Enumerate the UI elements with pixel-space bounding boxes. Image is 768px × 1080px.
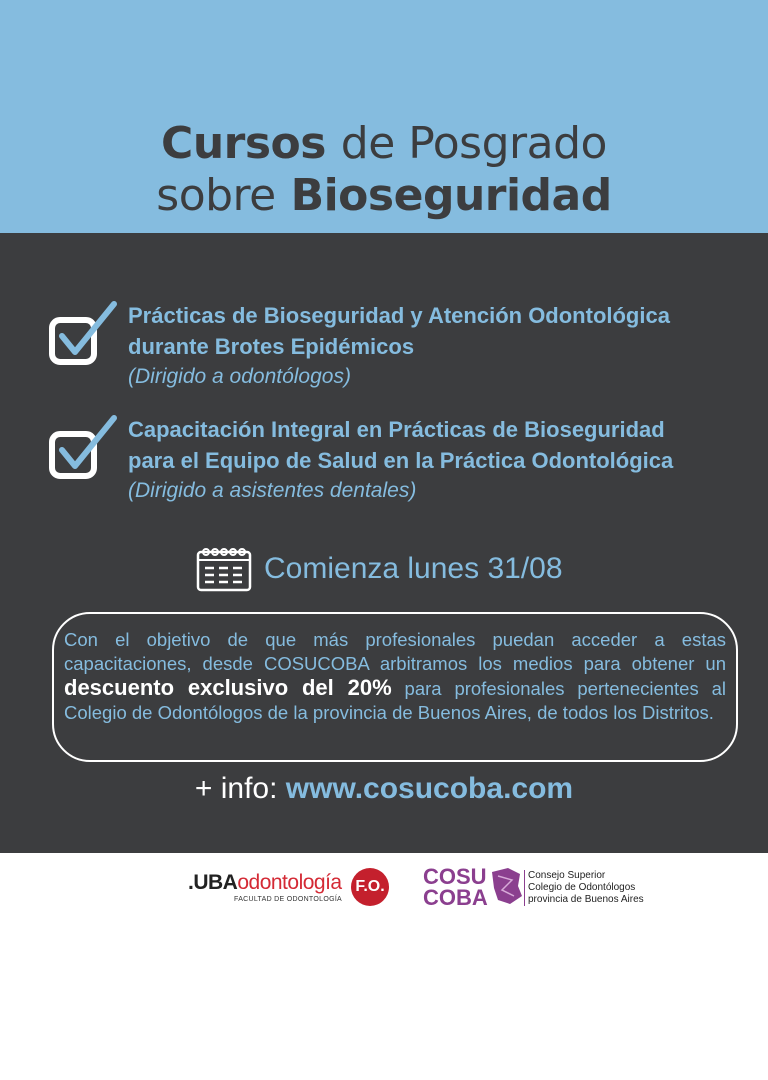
course-audience: (Dirigido a odontólogos) — [128, 365, 351, 388]
divider — [524, 870, 525, 906]
discount-text: Con el objetivo de que más profesionales puedan acceder a estas capacitaciones, desde COSUCOBA arbitramos los medios para obtener un descuento exclusivo del 20% para profesionales pertenecientes al Colegio de Odontólogos de la provincia de Buenos Aires, de todos los Distritos. — [64, 629, 726, 723]
website-link[interactable]: www.cosucoba.com — [285, 772, 574, 805]
course-name: Capacitación Integral en Prácticas de Bioseguridad para el Equipo de Salud en la Práctica Odontológica — [128, 417, 674, 473]
course-audience: (Dirigido a asistentes dentales) — [128, 479, 417, 502]
checkbox-checked-icon — [48, 414, 120, 486]
footer-logos — [0, 860, 768, 920]
course-name: Prácticas de Bioseguridad y Atención Odontológica durante Brotes Epidémicos — [128, 303, 670, 359]
page-title: Cursos de Posgrado sobre Bioseguridad — [156, 118, 612, 221]
calendar-icon — [196, 546, 254, 592]
uba-odontologia-logo: .UBAodontología FACULTAD DE ODONTOLOGÍA — [188, 871, 343, 903]
discount-box — [52, 612, 738, 762]
checkbox-checked-icon — [48, 300, 120, 372]
fo-badge-logo: F.O. — [351, 868, 389, 906]
info-line: + info: www.cosucoba.com — [194, 772, 574, 805]
cosucoba-org-name: Consejo Superior Colegio de Odontólogos provincia de Buenos Aires — [528, 870, 644, 905]
province-map-icon — [488, 866, 524, 906]
discount-highlight: descuento exclusivo del 20% — [64, 675, 392, 700]
start-date — [196, 546, 563, 592]
cosucoba-logo: COSU COBA — [423, 864, 488, 910]
start-date-label: Comienza lunes 31/08 — [264, 552, 563, 585]
